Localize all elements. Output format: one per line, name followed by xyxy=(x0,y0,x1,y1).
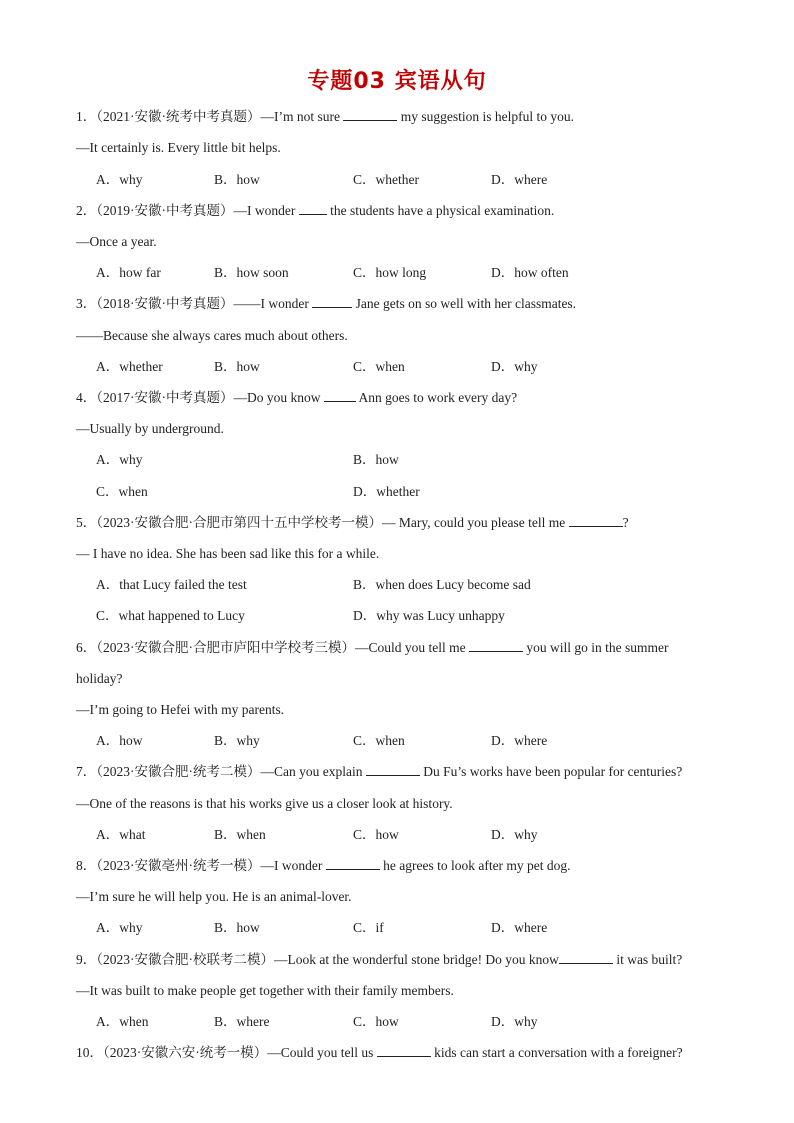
question-4-option-b[interactable]: B．how xyxy=(353,452,399,467)
question-6-stem: 6．（2023·安徽合肥·合肥市庐阳中学校考三模）—Could you tell me you will go in the summer xyxy=(76,640,669,655)
question-2-option-d[interactable]: D．how often xyxy=(491,265,569,280)
question-1-option-b[interactable]: B．how xyxy=(214,172,260,187)
answer-blank xyxy=(312,294,352,308)
question-7-reply: —One of the reasons is that his works give us a closer look at history. xyxy=(76,796,453,811)
question-4-reply: —Usually by underground. xyxy=(76,421,224,436)
question-2-reply: —Once a year. xyxy=(76,234,157,249)
question-3-option-d[interactable]: D．why xyxy=(491,359,538,374)
question-3-option-c[interactable]: C．when xyxy=(353,359,405,374)
question-1-reply: —It certainly is. Every little bit helps. xyxy=(76,140,281,155)
question-7-option-a[interactable]: A．what xyxy=(96,827,146,842)
question-8-option-c[interactable]: C．if xyxy=(353,920,384,935)
question-3-option-b[interactable]: B．how xyxy=(214,359,260,374)
question-6-option-c[interactable]: C．when xyxy=(353,733,405,748)
question-1-option-a[interactable]: A．why xyxy=(96,172,143,187)
question-1-option-d[interactable]: D．where xyxy=(491,172,548,187)
question-8-option-d[interactable]: D．where xyxy=(491,920,548,935)
question-7-option-b[interactable]: B．when xyxy=(214,827,266,842)
question-2-option-a[interactable]: A．how far xyxy=(96,265,161,280)
question-2-option-b[interactable]: B．how soon xyxy=(214,265,289,280)
answer-blank xyxy=(326,856,380,870)
question-9-stem: 9．（2023·安徽合肥·校联考二模）—Look at the wonderful stone bridge! Do you know it was built? xyxy=(76,952,683,967)
question-6-option-b[interactable]: B．why xyxy=(214,733,260,748)
question-8-reply: —I’m sure he will help you. He is an animal-lover. xyxy=(76,889,352,904)
question-6-reply: —I’m going to Hefei with my parents. xyxy=(76,702,285,717)
answer-blank xyxy=(343,107,397,121)
answer-blank xyxy=(559,950,613,964)
question-1-option-c[interactable]: C．whether xyxy=(353,172,419,187)
answer-blank xyxy=(366,762,420,776)
question-6-stem-continued: holiday? xyxy=(76,671,123,686)
question-2-stem: 2．（2019·安徽·中考真题）—I wonder the students have a physical examination. xyxy=(76,203,555,218)
question-3-stem: 3．（2018·安徽·中考真题）——I wonder Jane gets on so well with her classmates. xyxy=(76,296,577,311)
question-5-stem: 5．（2023·安徽合肥·合肥市第四十五中学校考一模）— Mary, could you please tell me ? xyxy=(76,515,629,530)
answer-blank xyxy=(324,388,356,402)
question-6-option-d[interactable]: D．where xyxy=(491,733,548,748)
answer-blank xyxy=(569,513,623,527)
answer-blank xyxy=(299,201,327,215)
question-3-reply: ——Because she always cares much about others. xyxy=(76,328,348,343)
question-9-reply: —It was built to make people get together with their family members. xyxy=(76,983,454,998)
question-4-option-c[interactable]: C．when xyxy=(96,484,148,499)
page-title: 专题03 宾语从句 xyxy=(307,69,487,94)
question-9-option-b[interactable]: B．where xyxy=(214,1014,270,1029)
question-10-stem: 10．（2023·安徽六安·统考一模）—Could you tell us kids can start a conversation with a foreigner? xyxy=(76,1045,683,1060)
question-6-option-a[interactable]: A．how xyxy=(96,733,143,748)
answer-blank xyxy=(469,638,523,652)
question-9-option-c[interactable]: C．how xyxy=(353,1014,399,1029)
question-5-option-c[interactable]: C．what happened to Lucy xyxy=(96,608,245,623)
question-7-stem: 7．（2023·安徽合肥·统考二模）—Can you explain Du Fu’s works have been popular for centuries? xyxy=(76,764,683,779)
question-3-option-a[interactable]: A．whether xyxy=(96,359,163,374)
question-5-option-d[interactable]: D．why was Lucy unhappy xyxy=(353,608,505,623)
question-5-option-b[interactable]: B．when does Lucy become sad xyxy=(353,577,531,592)
question-9-option-a[interactable]: A．when xyxy=(96,1014,149,1029)
question-4-option-d[interactable]: D．whether xyxy=(353,484,420,499)
question-1-stem: 1．（2021·安徽·统考中考真题）—I’m not sure my suggestion is helpful to you. xyxy=(76,109,574,124)
question-8-option-a[interactable]: A．why xyxy=(96,920,143,935)
question-5-option-a[interactable]: A．that Lucy failed the test xyxy=(96,577,247,592)
question-4-option-a[interactable]: A．why xyxy=(96,452,143,467)
question-5-reply: — I have no idea. She has been sad like this for a while. xyxy=(76,546,380,561)
question-7-option-c[interactable]: C．how xyxy=(353,827,399,842)
question-8-stem: 8．（2023·安徽亳州·统考一模）—I wonder he agrees to look after my pet dog. xyxy=(76,858,571,873)
question-2-option-c[interactable]: C．how long xyxy=(353,265,427,280)
question-7-option-d[interactable]: D．why xyxy=(491,827,538,842)
question-4-stem: 4．（2017·安徽·中考真题）—Do you know Ann goes to work every day? xyxy=(76,390,518,405)
question-9-option-d[interactable]: D．why xyxy=(491,1014,538,1029)
answer-blank xyxy=(377,1043,431,1057)
question-8-option-b[interactable]: B．how xyxy=(214,920,260,935)
